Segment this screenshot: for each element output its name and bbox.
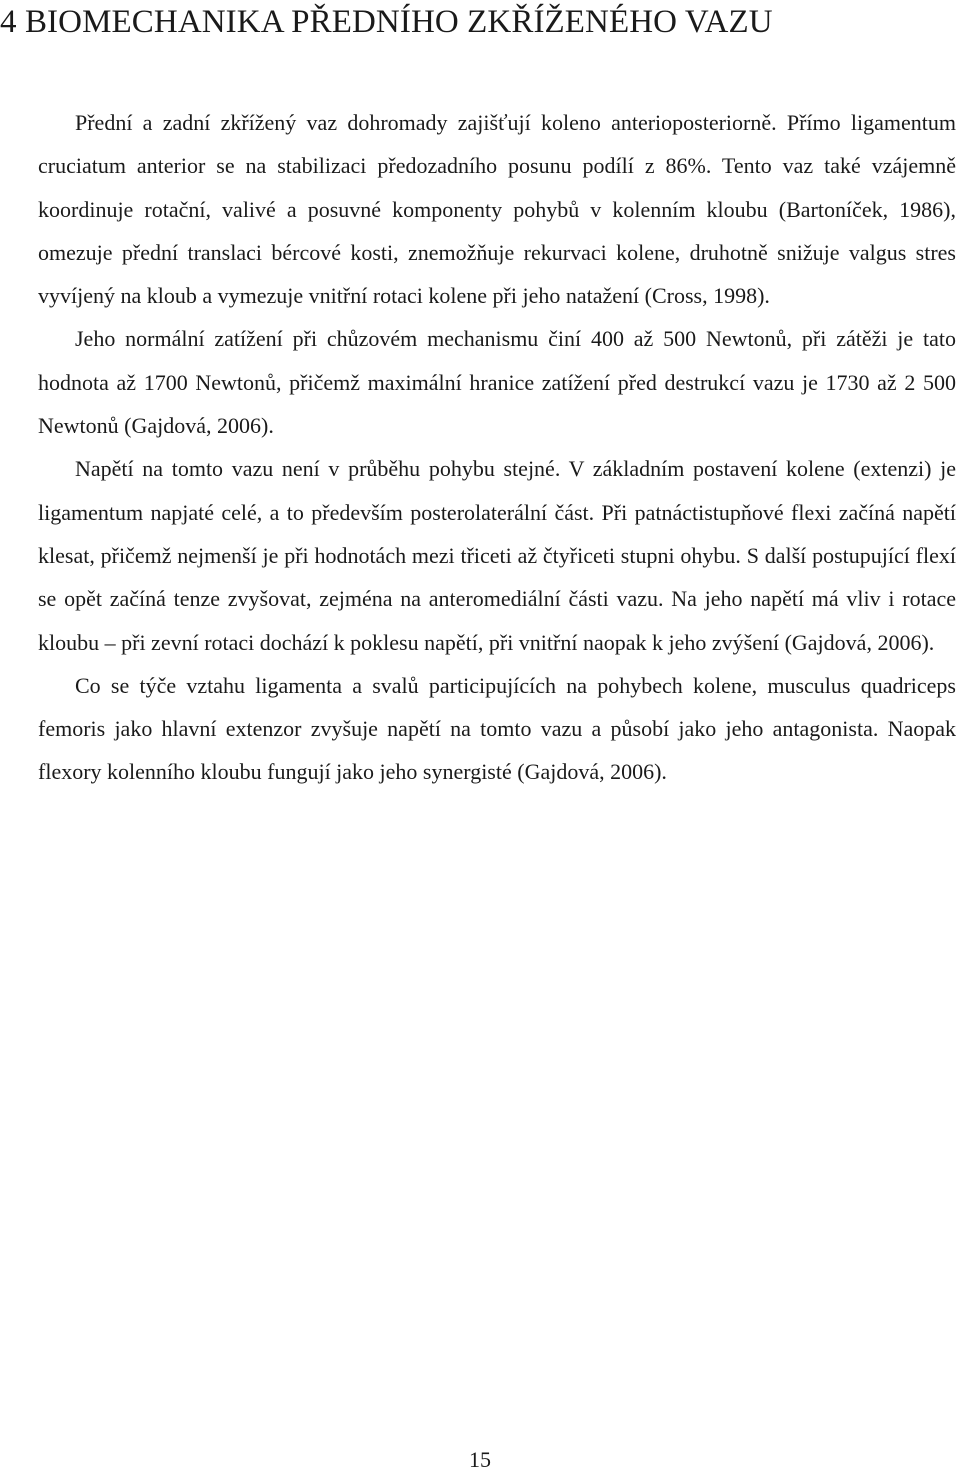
chapter-heading: 4 BIOMECHANIKA PŘEDNÍHO ZKŘÍŽENÉHO VAZU [0,4,773,40]
paragraph-load-values: Jeho normální zatížení při chůzovém mechanismu činí 400 až 500 Newtonů, při zátěži je tato hodnota až 1700 Newtonů, přičemž maximální hranice zatížení před destrukcí vazu je 1730 až 2 500 Newtonů (Gajdová, 2006). [38,326,956,439]
paragraph-tension-changes: Napětí na tomto vazu není v průběhu pohybu stejné. V základním postavení kolene (extenzi) je ligamentum napjaté celé, a to především posterolaterální část. Při patnáctistupňové flexi začíná napětí klesat, přičemž nejmenší je při hodnotách mezi třiceti až čtyřiceti stupni ohybu. S další postupující flexí se opět začíná tenze zvyšovat, zejména na anteromediální části vazu. Na jeho napětí má vliv i rotace kloubu – při zevní rotaci dochází k poklesu napětí, při vnitřní naopak k jeho zvýšení (Gajdová, 2006). [38,456,956,655]
document-body [38,101,956,794]
page-number: 15 [469,1447,491,1472]
paragraph-muscle-relations: Co se týče vztahu ligamenta a svalů participujících na pohybech kolene, musculus quadriceps femoris jako hlavní extenzor zvyšuje napětí na tomto vazu a působí jako jeho antagonista. Naopak flexory kolenního kloubu fungují jako jeho synergisté (Gajdová, 2006). [38,672,956,785]
paragraph-acl-function: Přední a zadní zkřížený vaz dohromady zajišťují koleno anterioposteriorně. Přímo ligamentum cruciatum anterior se na stabilizaci předozadního posunu podílí z 86%. Tento vaz také vzájemně koordinuje rotační, valivé a posuvné komponenty pohybů v kolenním kloubu (Bartoníček, 1986), omezuje přední translaci bércové kosti, znemožňuje rekurvaci kolene, druhotně snižuje valgus stres vyvíjený na kloub a vymezuje vnitřní rotaci kolene při jeho natažení (Cross, 1998). [38,110,956,309]
